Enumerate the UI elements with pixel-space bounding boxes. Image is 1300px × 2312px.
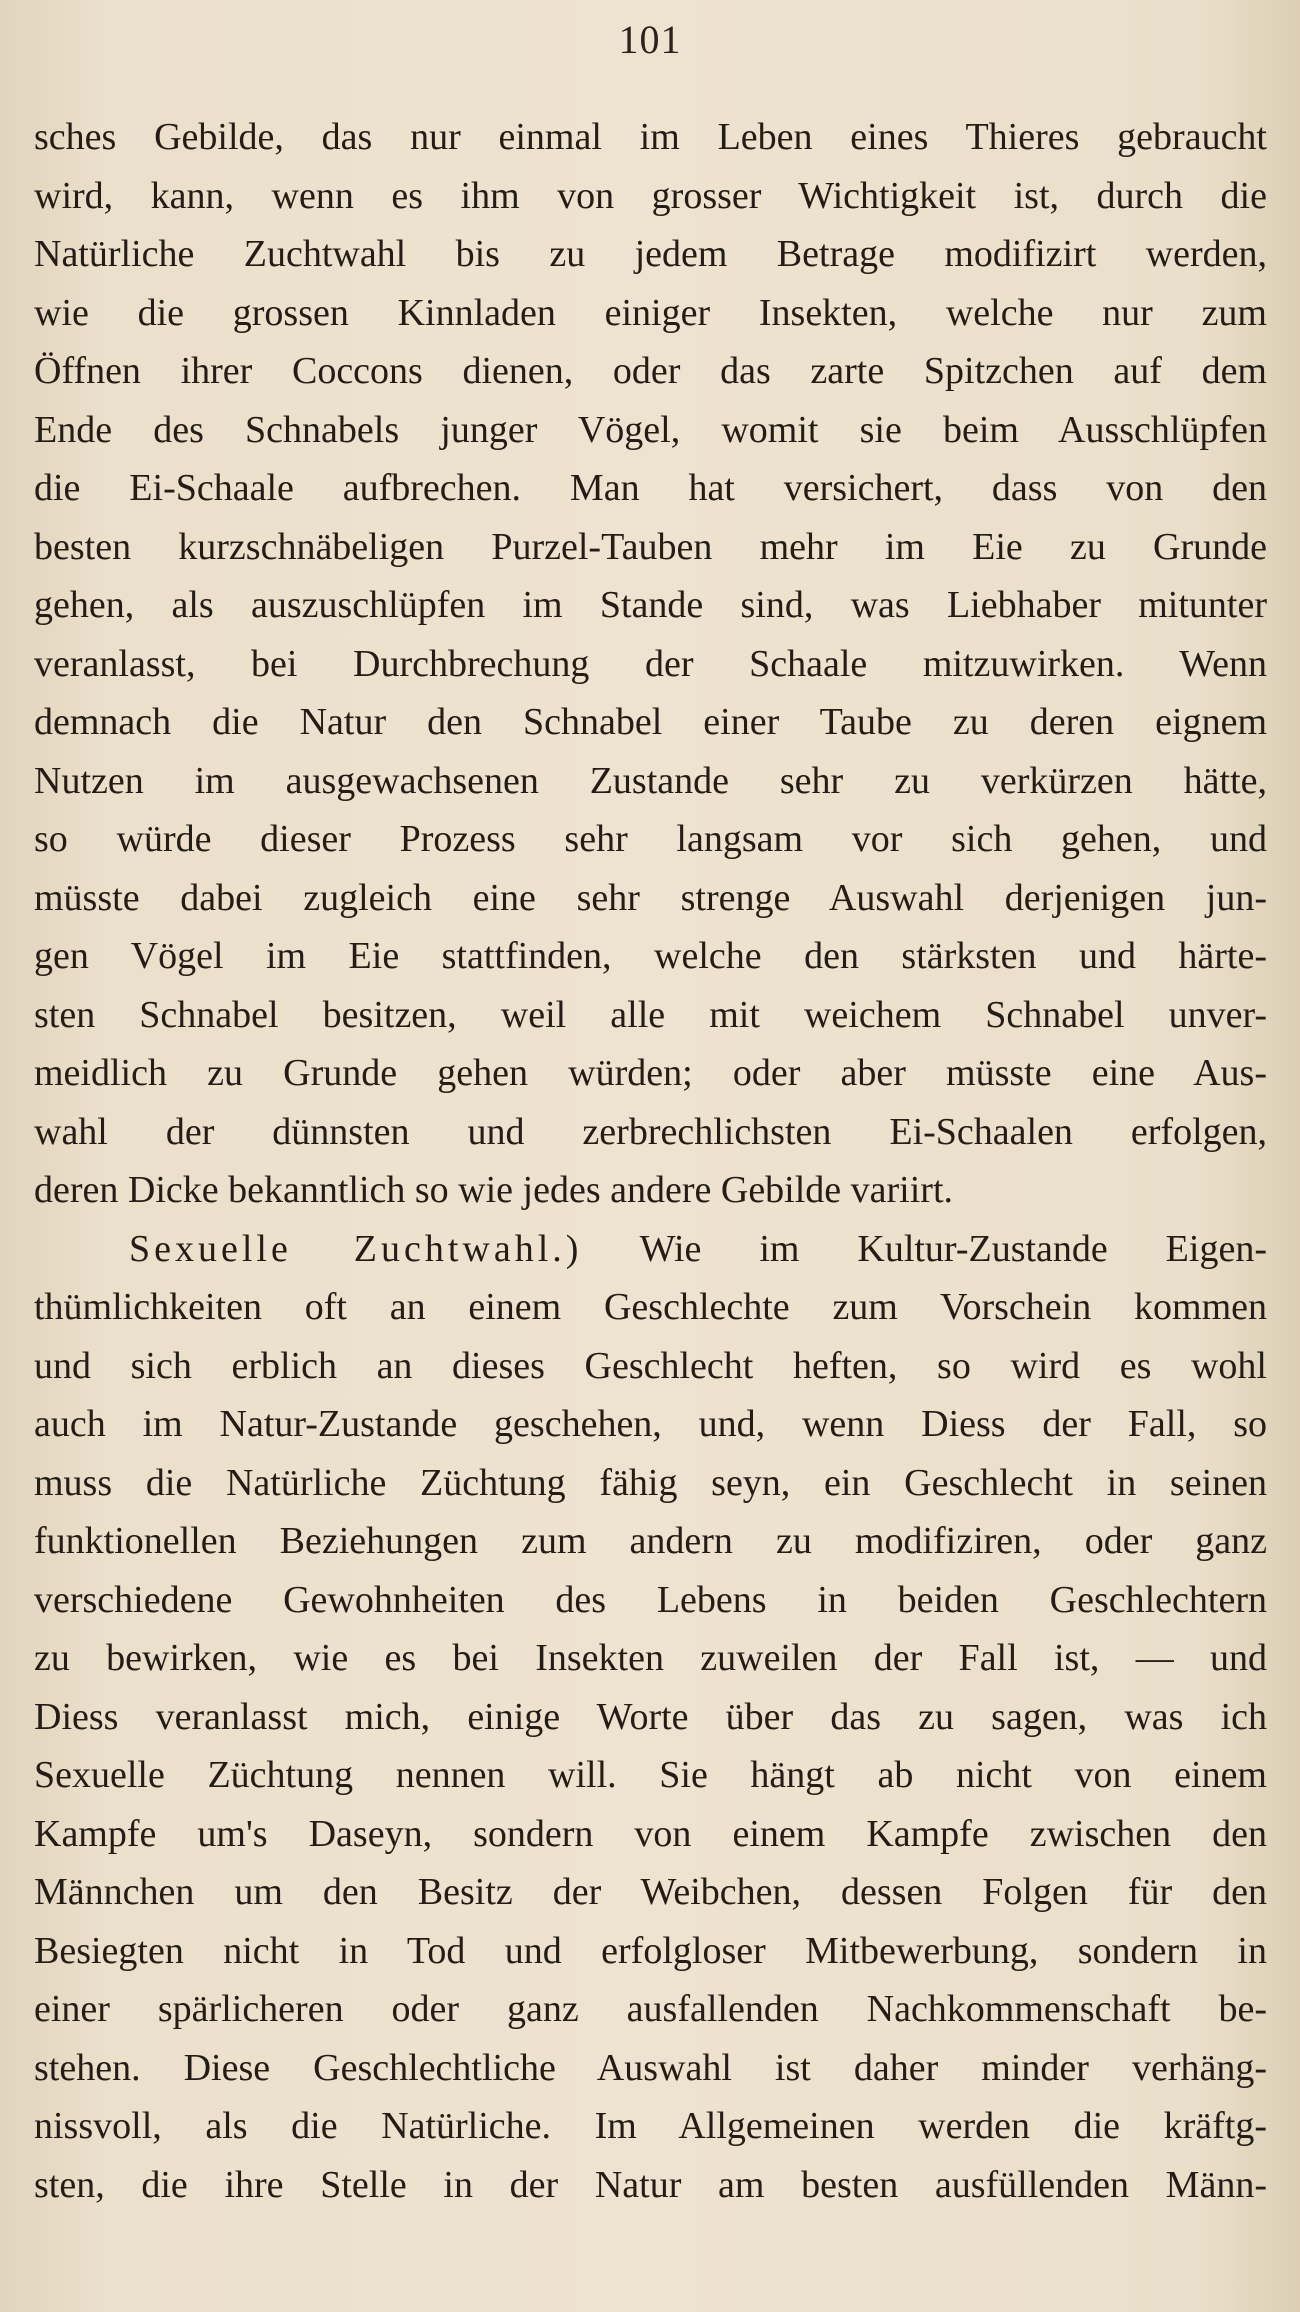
text-line: Kampfe um's Daseyn, sondern von einem Kampfe zwischen den	[34, 1812, 1267, 1855]
text-line: veranlasst, bei Durchbrechung der Schaale mitzuwirken. Wenn	[34, 642, 1267, 685]
text-line: verschiedene Gewohnheiten des Lebens in beiden Geschlechtern	[34, 1578, 1267, 1621]
text-line: wie die grossen Kinnladen einiger Insekten, welche nur zum	[34, 291, 1267, 334]
text-line: nissvoll, als die Natürliche. Im Allgemeinen werden die kräftg-	[34, 2105, 1267, 2147]
text-line: Männchen um den Besitz der Weibchen, dessen Folgen für den	[34, 1871, 1267, 1913]
text-line: sten, die ihre Stelle in der Natur am besten ausfüllenden Männ-	[34, 2163, 1267, 2206]
text-line: stehen. Diese Geschlechtliche Auswahl ist daher minder verhäng-	[34, 2046, 1267, 2089]
text-line: Diess veranlasst mich, einige Worte über das zu sagen, was ich	[34, 1695, 1267, 1738]
section-heading: Sexuelle Zuchtwahl.)	[129, 1227, 583, 1270]
body-text	[34, 108, 1267, 2214]
text-line: Sexuelle Züchtung nennen will. Sie hängt ab nicht von einem	[34, 1754, 1267, 1796]
page-number: 101	[618, 17, 682, 62]
text-line: besten kurzschnäbeligen Purzel-Tauben mehr im Eie zu Grunde	[34, 525, 1267, 568]
text-line: und sich erblich an dieses Geschlecht heften, so wird es wohl	[34, 1344, 1267, 1387]
text-line: Ende des Schnabels junger Vögel, womit sie beim Ausschlüpfen	[34, 408, 1267, 451]
text-line: gehen, als auszuschlüpfen im Stande sind, was Liebhaber mitunter	[34, 584, 1267, 626]
text-line: so würde dieser Prozess sehr langsam vor sich gehen, und	[34, 818, 1267, 860]
text-line: funktionellen Beziehungen zum andern zu modifiziren, oder ganz	[34, 1520, 1267, 1562]
text-line: Öffnen ihrer Coccons dienen, oder das zarte Spitzchen auf dem	[34, 350, 1267, 392]
section-first-line	[34, 1220, 1267, 1279]
text-line: die Ei-Schaale aufbrechen. Man hat versichert, dass von den	[34, 467, 1267, 509]
text-line: wahl der dünnsten und zerbrechlichsten Ei-Schaalen erfolgen,	[34, 1110, 1267, 1153]
paragraph-last-line: deren Dicke bekanntlich so wie jedes andere Gebilde variirt.	[34, 1169, 954, 1211]
text-line: sches Gebilde, das nur einmal im Leben eines Thieres gebraucht	[34, 116, 1267, 158]
section-first-line-text: Wie im Kultur-Zustande Eigen-	[639, 1227, 1267, 1270]
text-line: Natürliche Zuchtwahl bis zu jedem Betrage modifizirt werden,	[34, 233, 1267, 275]
text-line: Nutzen im ausgewachsenen Zustande sehr zu verkürzen hätte,	[34, 759, 1267, 802]
text-line: müsste dabei zugleich eine sehr strenge Auswahl derjenigen jun-	[34, 876, 1267, 919]
text-line: zu bewirken, wie es bei Insekten zuweilen der Fall ist, — und	[34, 1637, 1267, 1679]
text-line: gen Vögel im Eie stattfinden, welche den stärksten und härte-	[34, 935, 1267, 977]
text-line: wird, kann, wenn es ihm von grosser Wichtigkeit ist, durch die	[34, 174, 1267, 217]
text-line: thümlichkeiten oft an einem Geschlechte zum Vorschein kommen	[34, 1286, 1267, 1328]
text-line: auch im Natur-Zustande geschehen, und, wenn Diess der Fall, so	[34, 1403, 1267, 1445]
text-line: Besiegten nicht in Tod und erfolgloser Mitbewerbung, sondern in	[34, 1929, 1267, 1972]
text-line: sten Schnabel besitzen, weil alle mit weichem Schnabel unver-	[34, 993, 1267, 1036]
text-line: einer spärlicheren oder ganz ausfallenden Nachkommenschaft be-	[34, 1988, 1267, 2030]
text-line: meidlich zu Grunde gehen würden; oder aber müsste eine Aus-	[34, 1052, 1267, 1094]
text-line: demnach die Natur den Schnabel einer Taube zu deren eignem	[34, 701, 1267, 743]
text-line: muss die Natürliche Züchtung fähig seyn, ein Geschlecht in seinen	[34, 1461, 1267, 1504]
